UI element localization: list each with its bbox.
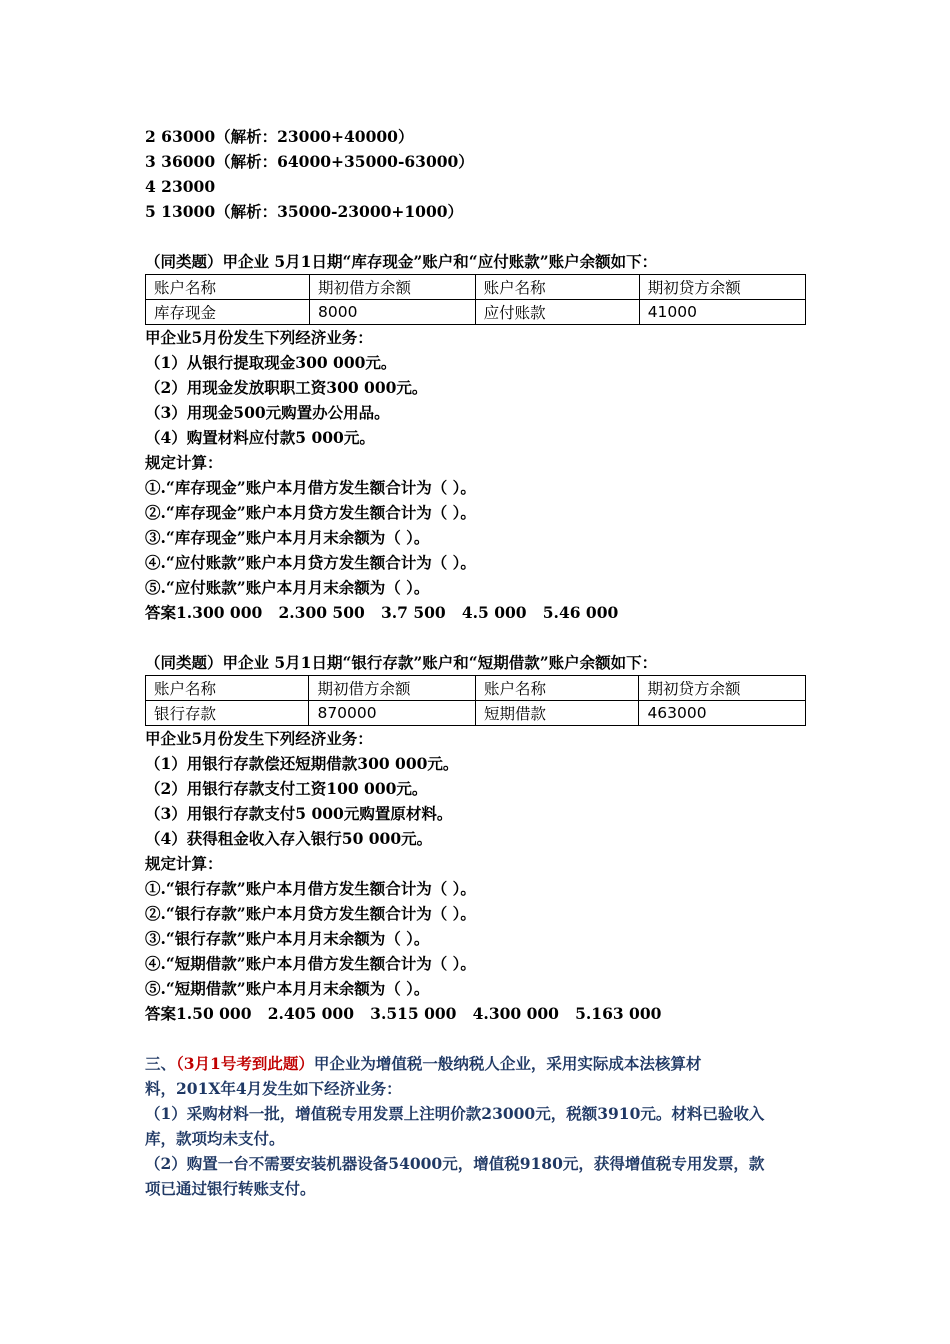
text-line: ⑤.“短期借款”账户本月月末余额为（ ）。 xyxy=(145,979,430,998)
text-line: 规定计算： xyxy=(145,453,223,472)
table-cell: 库存现金 xyxy=(146,300,310,325)
text-line: ⑤.“应付账款”账户本月月末余额为（ ）。 xyxy=(145,578,430,597)
section3-prefix: 三、 xyxy=(145,1054,177,1073)
table-cell: 期初贷方余额 xyxy=(639,676,806,701)
table-cell: 期初借方余额 xyxy=(310,275,476,300)
text-line: ②.“库存现金”账户本月贷方发生额合计为（ ）。 xyxy=(145,503,476,522)
table-header-row xyxy=(146,275,806,300)
section3-item2-b: 项已通过银行转账支付。 xyxy=(145,1179,316,1198)
answer-line: 5 13000（解析：35000-23000+1000） xyxy=(145,202,464,221)
text-line: （3）用现金500元购置办公用品。 xyxy=(145,403,390,422)
section3-intro: 甲企业为增值税一般纳税人企业，采用实际成本法核算材 xyxy=(313,1054,702,1073)
section2-balance-table xyxy=(145,675,806,726)
section2-intro: （同类题）甲企业 5月1日期“银行存款”账户和“短期借款”账户余额如下： xyxy=(145,653,658,672)
text-line: （1）用银行存款偿还短期借款300 000元。 xyxy=(145,754,459,773)
table-cell: 8000 xyxy=(310,300,476,325)
answer-line: 答案1.300 000 2.300 500 3.7 500 4.5 000 5.46 000 xyxy=(145,603,619,622)
text-line: ①.“银行存款”账户本月借方发生额合计为（ ）。 xyxy=(145,879,476,898)
text-line: 甲企业5月份发生下列经济业务： xyxy=(145,328,373,347)
document-page xyxy=(145,124,810,1201)
table-row xyxy=(146,701,806,726)
table-cell: 账户名称 xyxy=(146,676,309,701)
text-line: （4）购置材料应付款5 000元。 xyxy=(145,428,375,447)
text-line: ④.“短期借款”账户本月借方发生额合计为（ ）。 xyxy=(145,954,476,973)
table-cell: 41000 xyxy=(639,300,805,325)
text-line: ①.“库存现金”账户本月借方发生额合计为（ ）。 xyxy=(145,478,476,497)
table-cell: 账户名称 xyxy=(475,275,639,300)
answer-line: 4 23000 xyxy=(145,177,216,196)
text-line: （1）从银行提取现金300 000元。 xyxy=(145,353,397,372)
text-line: ②.“银行存款”账户本月贷方发生额合计为（ ）。 xyxy=(145,904,476,923)
text-line: （2）用现金发放职职工资300 000元。 xyxy=(145,378,428,397)
section3-intro-line2: 料，201X年4月发生如下经济业务： xyxy=(145,1079,402,1098)
answer-line: 答案1.50 000 2.405 000 3.515 000 4.300 000 5.163 000 xyxy=(145,1004,662,1023)
section1-intro: （同类题）甲企业 5月1日期“库存现金”账户和“应付账款”账户余额如下： xyxy=(145,252,658,271)
exam-note: （3月1号考到此题） xyxy=(176,1054,314,1073)
text-line: （4）获得租金收入存入银行50 000元。 xyxy=(145,829,433,848)
table-row xyxy=(146,300,806,325)
text-line: ③.“库存现金”账户本月月末余额为（ ）。 xyxy=(145,528,430,547)
table-cell: 期初借方余额 xyxy=(309,676,476,701)
text-line: （3）用银行存款支付5 000元购置原材料。 xyxy=(145,804,453,823)
table-cell: 账户名称 xyxy=(475,676,638,701)
section3-item1-a: （1）采购材料一批，增值税专用发票上注明价款23000元，税额3910元。材料已验收入 xyxy=(145,1104,765,1123)
text-line: ④.“应付账款”账户本月贷方发生额合计为（ ）。 xyxy=(145,553,476,572)
text-line: ③.“银行存款”账户本月月末余额为（ ）。 xyxy=(145,929,430,948)
table-cell: 账户名称 xyxy=(146,275,310,300)
section3-item2-a: （2）购置一台不需要安装机器设备54000元，增值税9180元，获得增值税专用发票，款 xyxy=(145,1154,765,1173)
table-cell: 应付账款 xyxy=(475,300,639,325)
table-header-row xyxy=(146,676,806,701)
table-cell: 短期借款 xyxy=(475,701,638,726)
text-line: 规定计算： xyxy=(145,854,223,873)
table-cell: 463000 xyxy=(639,701,806,726)
section3-item1-b: 库，款项均未支付。 xyxy=(145,1129,285,1148)
table-cell: 870000 xyxy=(309,701,476,726)
text-line: 甲企业5月份发生下列经济业务： xyxy=(145,729,373,748)
answer-line: 3 36000（解析：64000+35000-63000） xyxy=(145,152,474,171)
table-cell: 期初贷方余额 xyxy=(639,275,805,300)
answer-line: 2 63000（解析：23000+40000） xyxy=(145,127,414,146)
section1-balance-table xyxy=(145,274,806,325)
table-cell: 银行存款 xyxy=(146,701,309,726)
text-line: （2）用银行存款支付工资100 000元。 xyxy=(145,779,428,798)
section3-heading xyxy=(145,1051,810,1076)
